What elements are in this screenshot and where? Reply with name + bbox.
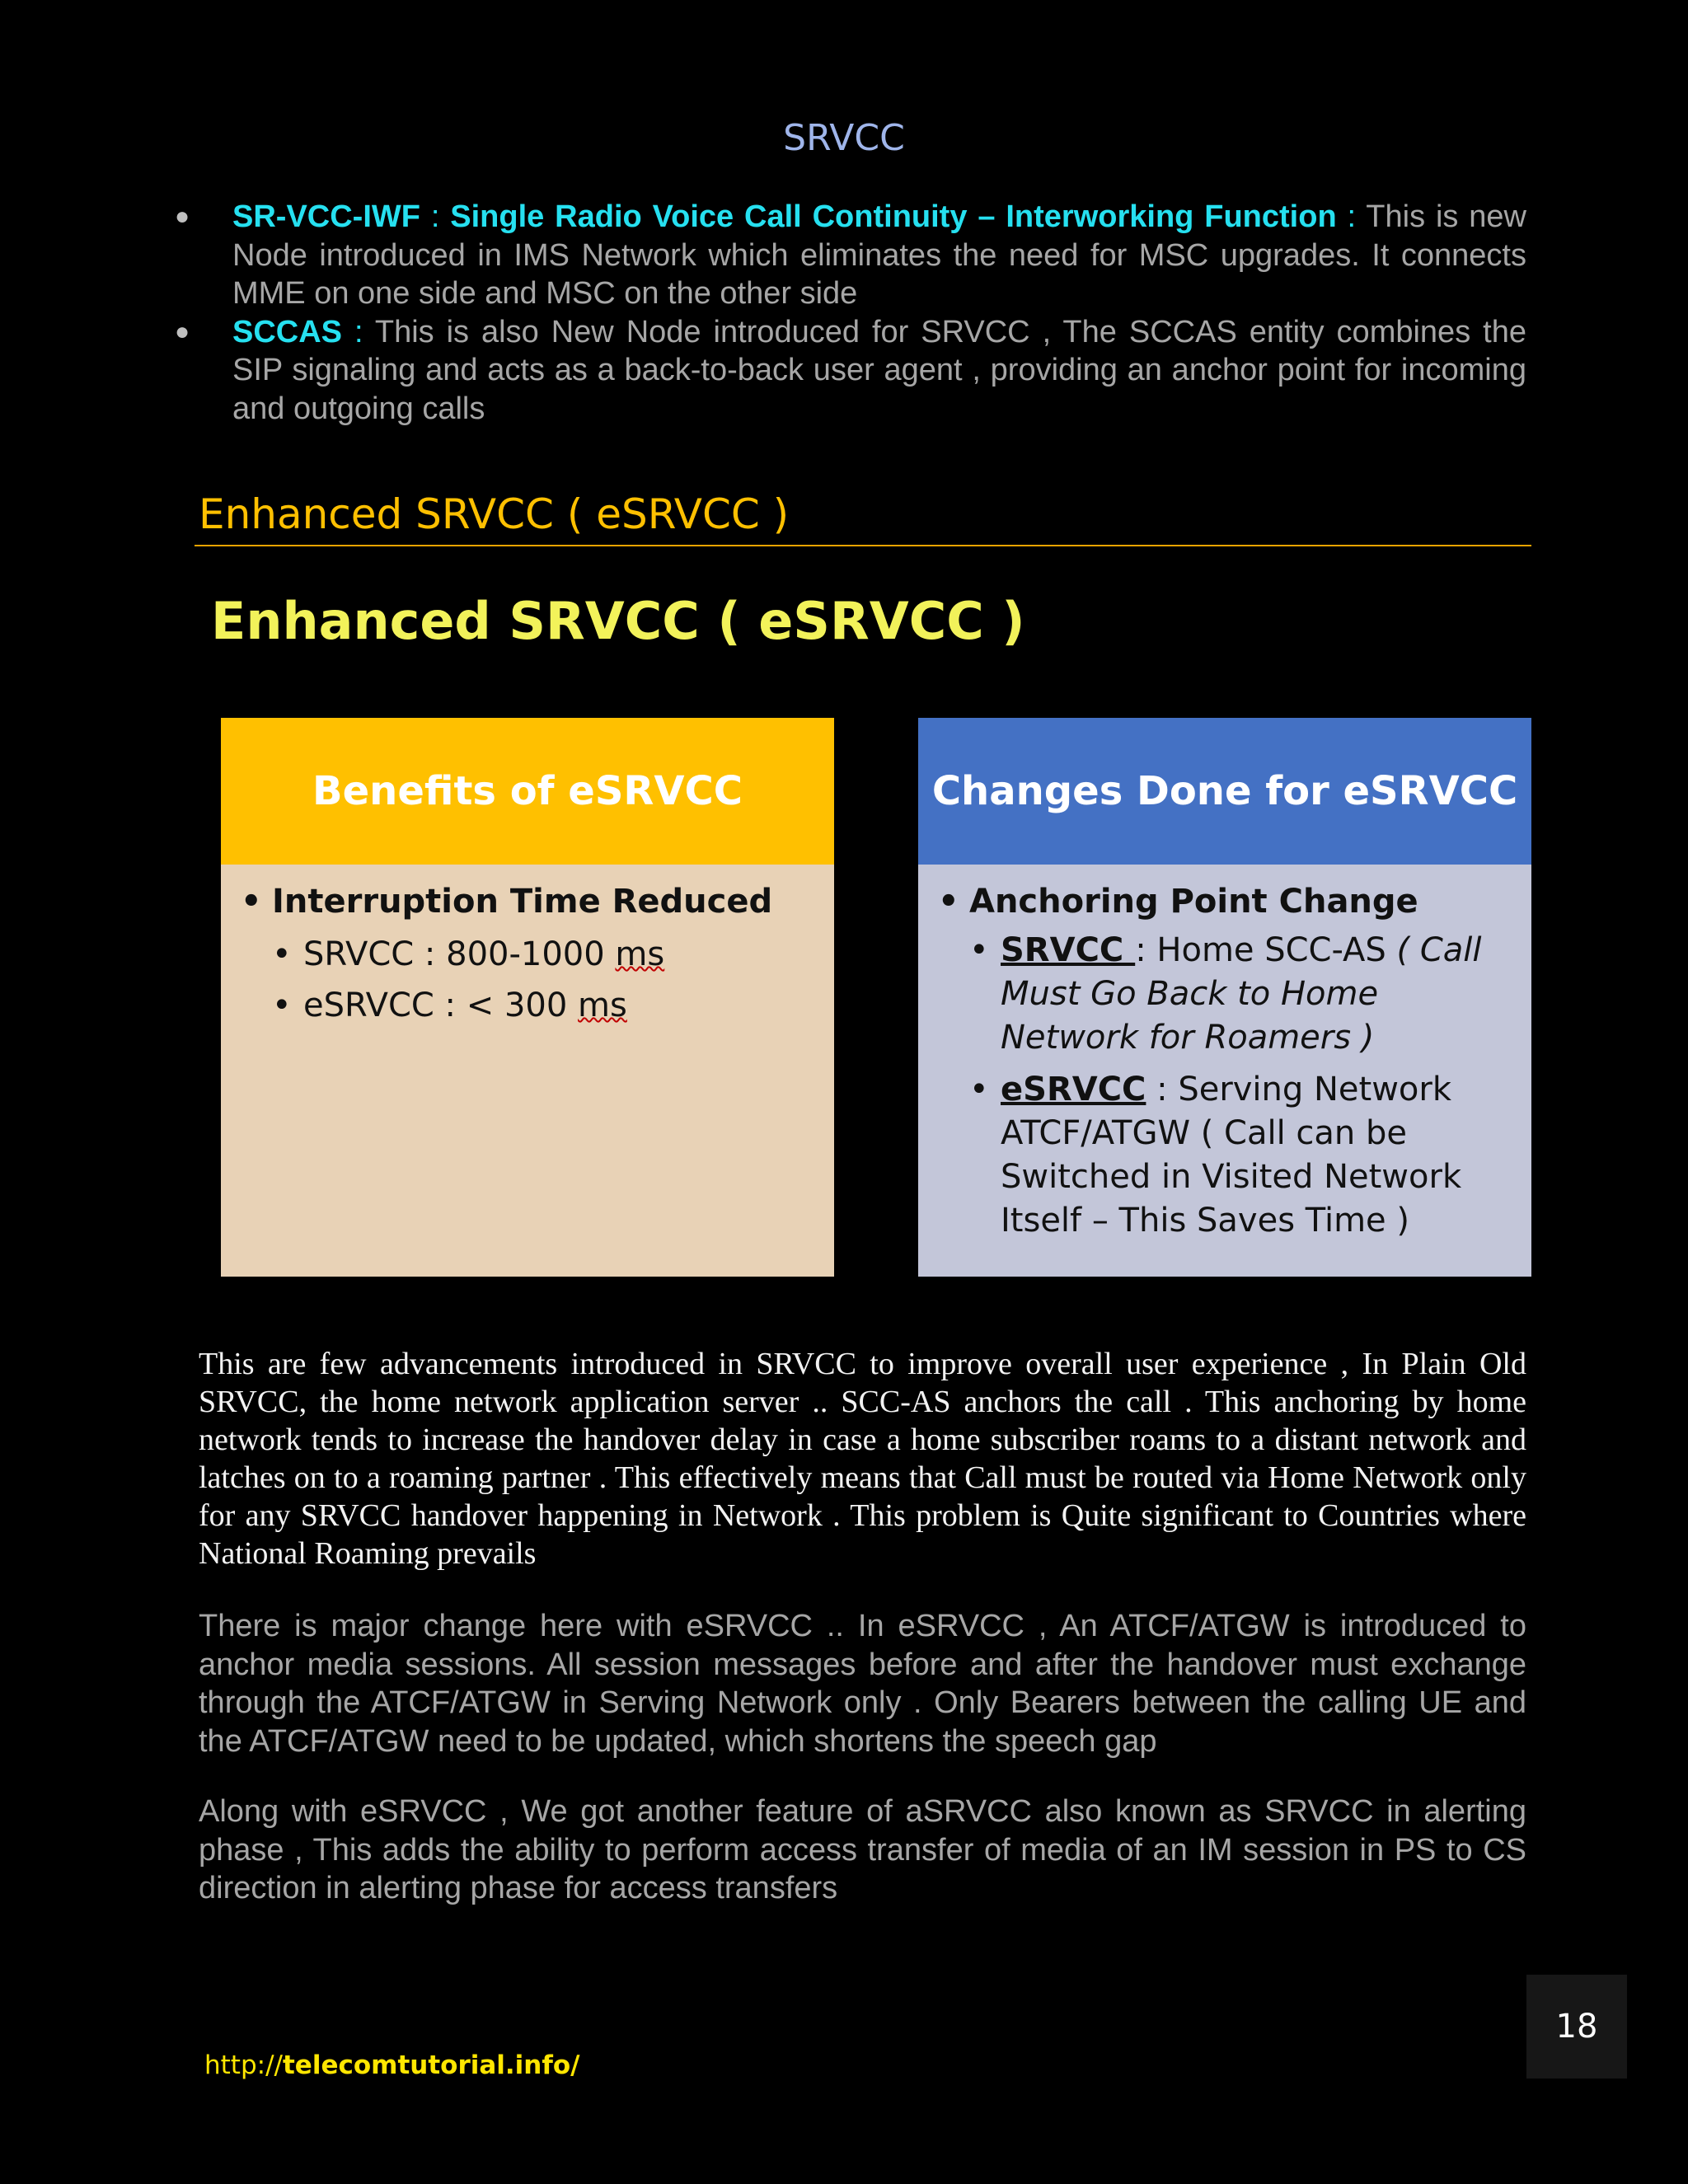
section-divider bbox=[195, 545, 1531, 546]
change-main-point bbox=[938, 874, 1515, 929]
bullet-dot: ● bbox=[175, 203, 190, 230]
change-sub-point bbox=[969, 1068, 1515, 1243]
term-label: SR-VCC-IWF bbox=[232, 199, 420, 234]
bullet-dot: • bbox=[272, 935, 292, 973]
body-paragraph: There is major change here with eSRVCC .. In eSRVCC , An ATCF/ATGW is introduced to anchor media sessions. All session messages before and after the handover must exchange through the ATCF/ATGW in Serving Network only . Only Bearers between the calling UE and the ATCF/ATGW need to be updated, which shortens the speech gap bbox=[199, 1609, 1526, 1759]
bullet-dot: • bbox=[272, 987, 292, 1024]
change-sub-term: SRVCC bbox=[1001, 931, 1136, 969]
list-item bbox=[175, 313, 1526, 429]
section-heading: Enhanced SRVCC ( eSRVCC ) bbox=[199, 490, 790, 538]
term-separator: : bbox=[420, 199, 451, 234]
definition-list bbox=[175, 198, 1526, 428]
benefit-sub-unit: ms bbox=[578, 987, 627, 1024]
term-description: This is also New Node introduced for SRVCC , The SCCAS entity combines the SIP signaling and acts as a back-to-back user agent , providing an anchor point for incoming and outgoing calls bbox=[232, 314, 1526, 426]
benefit-sub-point bbox=[272, 980, 818, 1031]
change-sub-text: : Home SCC-AS bbox=[1135, 931, 1397, 969]
bullet-dot: • bbox=[969, 931, 989, 969]
change-sub-note: ( Call Must Go Back to Home Network for Roamers ) bbox=[1001, 931, 1482, 1057]
footer-link-prefix: http:// bbox=[204, 2050, 283, 2080]
changes-card bbox=[918, 718, 1531, 1277]
benefit-sub-text: SRVCC : 800-1000 bbox=[303, 935, 616, 973]
slide-title: Enhanced SRVCC ( eSRVCC ) bbox=[211, 591, 1025, 651]
benefit-sub-unit: ms bbox=[615, 935, 665, 973]
benefits-card bbox=[221, 718, 834, 1277]
change-sub-point bbox=[969, 929, 1515, 1060]
body-paragraph: This are few advancements introduced in SRVCC to improve overall user experience , In Plain Old SRVCC, the home network application server .. SCC-AS anchors the call . This anchoring by home network tends to increase the handover delay in case a home subscriber roams to a distant network and latches on to a roaming partner . This effectively means that Call must be routed via Home Network only for any SRVCC handover happening in Network . This problem is Quite significant to Countries where National Roaming prevails bbox=[199, 1347, 1526, 1571]
term-separator: : bbox=[1336, 199, 1367, 234]
footer-link[interactable] bbox=[204, 2047, 579, 2083]
term-expansion: Single Radio Voice Call Continuity – Interworking Function bbox=[450, 199, 1337, 234]
benefit-main-text: Interruption Time Reduced bbox=[272, 883, 773, 921]
benefits-card-header: Benefits of eSRVCC bbox=[221, 718, 834, 865]
bullet-dot: • bbox=[241, 883, 262, 921]
changes-card-header: Changes Done for eSRVCC bbox=[918, 718, 1531, 865]
bullet-dot: • bbox=[938, 883, 959, 921]
bullet-dot: • bbox=[969, 1071, 989, 1108]
benefit-sub-point bbox=[272, 929, 818, 980]
bullet-dot: ● bbox=[175, 317, 190, 345]
list-item bbox=[175, 198, 1526, 313]
term-label: SCCAS bbox=[232, 314, 343, 349]
body-paragraph: Along with eSRVCC , We got another feature of aSRVCC also known as SRVCC in alerting phase , This adds the ability to perform access transfer of media of an IM session in PS to CS direction in alerting phase for access transfers bbox=[199, 1794, 1526, 1905]
benefit-main-point bbox=[241, 874, 818, 929]
benefits-card-body bbox=[221, 865, 834, 1031]
footer-link-domain: telecomtutorial.info/ bbox=[282, 2050, 580, 2080]
term-description: This is new Node introduced in IMS Network which eliminates the need for MSC upgrades. It connects MME on one side and MSC on the other side bbox=[232, 199, 1526, 311]
page-number: 18 bbox=[1526, 1975, 1627, 2079]
benefit-sub-text: eSRVCC : < 300 bbox=[303, 987, 579, 1024]
term-separator: : bbox=[342, 314, 375, 349]
page-title: SRVCC bbox=[783, 117, 905, 159]
changes-card-body bbox=[918, 865, 1531, 1243]
change-main-text: Anchoring Point Change bbox=[969, 883, 1418, 921]
change-sub-text: : Serving Network ATCF/ATGW ( Call can be Switched in Visited Network Itself – This Saves Time ) bbox=[1001, 1071, 1462, 1240]
change-sub-term: eSRVCC bbox=[1001, 1071, 1146, 1108]
